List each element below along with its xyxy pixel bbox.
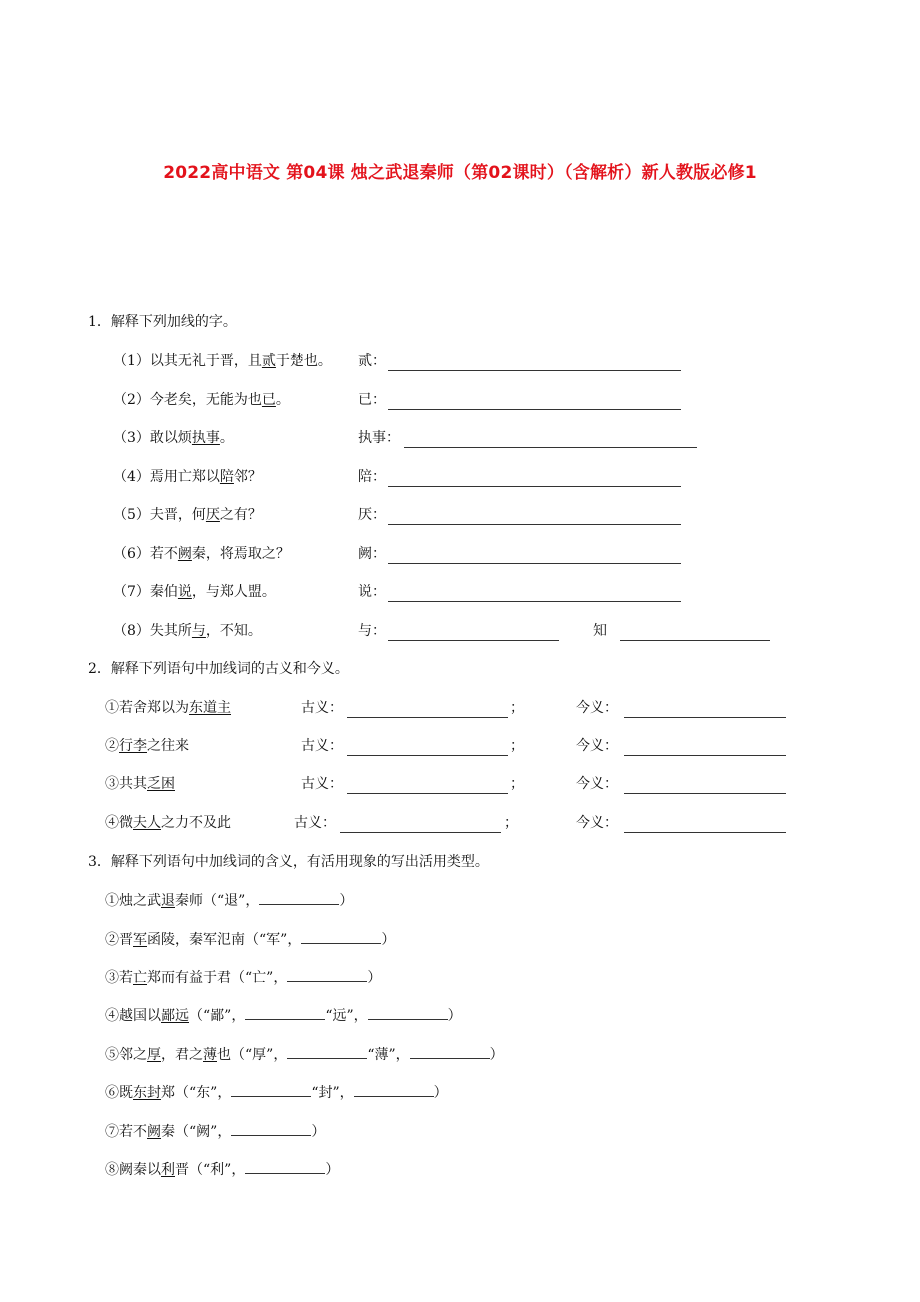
q1-answer-blank[interactable] [388, 639, 559, 641]
q3-answer-blank[interactable] [354, 1083, 434, 1097]
q1-item-pre: 敢以烦 [149, 430, 192, 446]
q3-item-pre: ④越国以 [105, 1008, 161, 1024]
q1-answer-blank[interactable] [388, 600, 681, 602]
q3-item-quote: （“利”， [189, 1162, 246, 1178]
q3-item-pre: ③若 [105, 970, 133, 986]
q2-item-pre: ④微 [105, 815, 133, 831]
q3-answer-blank[interactable] [245, 1006, 325, 1020]
q3-item-mark: 厚 [147, 1047, 161, 1063]
q1-item-mark: 阙 [177, 546, 192, 562]
q3-item-mark: 封 [147, 1085, 161, 1101]
q2-new-label: 今义： [576, 700, 618, 716]
q3-item-post: 秦 [161, 1124, 175, 1140]
q2-old-label: 古义： [301, 700, 343, 716]
q2-heading: 2．解释下列语句中加线词的古义和今义。 [88, 661, 349, 677]
q1-item-num: （6） [113, 546, 150, 562]
q3-answer-blank[interactable] [231, 1083, 311, 1097]
q1-answer-blank[interactable] [388, 408, 681, 410]
q2-old-blank[interactable] [347, 754, 508, 756]
q3-item-pre: ⑧阙秦以 [105, 1162, 161, 1178]
q3-item-pre: ⑥既 [105, 1085, 133, 1101]
q3-item-mark: 薄 [203, 1047, 217, 1063]
q3-item-end: ） [339, 893, 354, 909]
q1-item-post: ，不知。 [205, 623, 262, 639]
q2-sep: ； [504, 815, 518, 831]
q3-item [105, 891, 353, 910]
q3-item-quote: （“退”， [203, 893, 260, 909]
q1-item-pre: 若不 [149, 546, 178, 562]
q2-new-label: 今义： [576, 738, 618, 754]
q1-item-label: 陪： [358, 469, 386, 485]
q1-item-mark: 厌 [205, 507, 220, 523]
q2-old-label: 古义： [301, 776, 343, 792]
q1-item-mark: 已 [261, 392, 276, 408]
q2-sep: ； [510, 776, 524, 792]
q3-item-quote: “薄”， [367, 1047, 410, 1063]
q2-item-mark: 乏困 [147, 776, 175, 792]
q3-answer-blank[interactable] [259, 891, 339, 905]
q1-item-label2: 知 [593, 623, 607, 639]
page-title: 2022高中语文 第04课 烛之武退秦师（第02课时）（含解析）新人教版必修1 [163, 163, 757, 183]
q1-item-post: 邻？ [233, 469, 262, 485]
q3-item-mark: 退 [161, 893, 175, 909]
q1-item-mark: 贰 [261, 353, 276, 369]
q3-item-mark: 远 [175, 1008, 189, 1024]
q3-item-quote: （“厚”， [231, 1047, 288, 1063]
q1-item-post: 之有？ [219, 507, 262, 523]
q2-new-blank[interactable] [624, 754, 786, 756]
q3-item-quote: （“军”， [245, 932, 302, 948]
q3-item-post: 晋 [175, 1162, 189, 1178]
q2-new-blank[interactable] [624, 831, 786, 833]
q3-answer-blank[interactable] [301, 930, 381, 944]
q3-item-end: ） [367, 970, 382, 986]
q3-item-mark: 东 [133, 1085, 147, 1101]
q3-item-quote: “远”， [325, 1008, 368, 1024]
q3-item-mark: 亡 [133, 970, 147, 986]
q3-item-end: ） [447, 1008, 462, 1024]
q1-item-num: （8） [113, 623, 150, 639]
q1-item-label: 阙： [358, 546, 386, 562]
q2-old-blank[interactable] [347, 716, 508, 718]
q1-item-mark: 与 [191, 623, 206, 639]
q1-item-post: 。 [219, 430, 234, 446]
q2-old-blank[interactable] [340, 831, 501, 833]
q2-new-label: 今义： [576, 815, 618, 831]
q3-heading: 3．解释下列语句中加线词的含义，有活用现象的写出活用类型。 [88, 854, 489, 870]
q3-item-quote: （“东”， [175, 1085, 232, 1101]
q1-item-mark: 说 [177, 584, 192, 600]
q1-heading: 1．解释下列加线的字。 [88, 314, 237, 330]
q3-item [105, 1122, 325, 1141]
q2-item-pre: ①若舍郑以为 [105, 700, 189, 716]
q1-item-post: ，与郑人盟。 [191, 584, 276, 600]
q3-item [105, 1045, 504, 1064]
q3-item-end: ） [325, 1162, 340, 1178]
q1-answer-blank[interactable] [620, 639, 770, 641]
q1-item-label: 执事： [358, 430, 400, 446]
q3-item-quote: （“亡”， [231, 970, 288, 986]
q1-item-pre: 焉用亡郑以 [149, 469, 220, 485]
q3-item-post: 郑而有益于君 [147, 970, 231, 986]
q3-item-post: 函陵，秦军氾南 [147, 932, 245, 948]
q1-answer-blank[interactable] [388, 369, 681, 371]
q3-answer-blank[interactable] [245, 1160, 325, 1174]
q1-item-label: 说： [358, 584, 386, 600]
q3-item-end: ） [433, 1085, 448, 1101]
q3-item-quote: （“鄙”， [189, 1008, 246, 1024]
q2-item-pre: ② [105, 738, 119, 754]
q1-answer-blank[interactable] [404, 446, 697, 448]
q1-item-label: 已： [358, 392, 386, 408]
q2-item-mark: 东道主 [189, 700, 231, 716]
q3-answer-blank[interactable] [410, 1045, 490, 1059]
q3-item-end: ） [311, 1124, 326, 1140]
q3-item-post: 郑 [161, 1085, 175, 1101]
q1-item-pre: 今老矣，无能为也 [149, 392, 262, 408]
q1-item-pre: 失其所 [149, 623, 192, 639]
q3-answer-blank[interactable] [287, 968, 367, 982]
q1-answer-blank[interactable] [388, 523, 681, 525]
q2-item-mark: 行李 [119, 738, 147, 754]
q1-answer-blank[interactable] [388, 485, 681, 487]
q1-item-label: 与： [358, 623, 386, 639]
q1-item-num: （7） [113, 584, 150, 600]
q2-item-post: 之力不及此 [161, 815, 231, 831]
q2-sep: ； [510, 738, 524, 754]
q1-item-num: （4） [113, 469, 150, 485]
q3-item-pre: ①烛之武 [105, 893, 161, 909]
q3-item [105, 1160, 339, 1179]
q3-item [105, 1006, 462, 1025]
q2-sep: ； [510, 700, 524, 716]
q1-item-pre: 夫晋，何 [149, 507, 206, 523]
q1-answer-blank[interactable] [388, 562, 681, 564]
q1-item-num: （5） [113, 507, 150, 523]
q2-new-label: 今义： [576, 776, 618, 792]
q3-item [105, 930, 395, 949]
q3-item-mark: 鄙 [161, 1008, 175, 1024]
q1-item-num: （1） [113, 353, 150, 369]
q3-item-pre: ②晋 [105, 932, 133, 948]
q2-old-label: 古义： [294, 815, 336, 831]
q2-old-blank[interactable] [347, 792, 508, 794]
q3-item-pre: ⑦若不 [105, 1124, 147, 1140]
q2-old-label: 古义： [301, 738, 343, 754]
q1-item-post: 于楚也。 [275, 353, 332, 369]
q1-item-num: （2） [113, 392, 150, 408]
q1-item-label: 厌： [358, 507, 386, 523]
q2-item-mark: 夫人 [133, 815, 161, 831]
q3-item-quote: （“阙”， [175, 1124, 232, 1140]
q3-item-mark: 军 [133, 932, 147, 948]
q2-new-blank[interactable] [624, 716, 786, 718]
q3-item [105, 1083, 448, 1102]
q3-answer-blank[interactable] [287, 1045, 367, 1059]
q3-answer-blank[interactable] [368, 1006, 448, 1020]
q2-item-pre: ③共其 [105, 776, 147, 792]
q1-item-label: 贰： [358, 353, 386, 369]
q1-item-pre: 秦伯 [149, 584, 178, 600]
q3-item-mark: 阙 [147, 1124, 161, 1140]
q1-item-pre: 以其无礼于晋，且 [149, 353, 262, 369]
q3-item-mid: ，君之 [161, 1047, 203, 1063]
q1-item-post: 。 [275, 392, 290, 408]
q3-item-quote: “封”， [311, 1085, 354, 1101]
q3-item-post: 也 [217, 1047, 231, 1063]
q3-item-end: ） [489, 1047, 504, 1063]
q1-item-mark: 执事 [191, 430, 220, 446]
q2-new-blank[interactable] [624, 792, 786, 794]
q3-answer-blank[interactable] [231, 1122, 311, 1136]
q1-item-num: （3） [113, 430, 150, 446]
q3-item [105, 968, 381, 987]
q1-item-mark: 陪 [219, 469, 234, 485]
q3-item-pre: ⑤邻之 [105, 1047, 147, 1063]
q3-item-mark: 利 [161, 1162, 175, 1178]
q2-item-post: 之往来 [147, 738, 189, 754]
q3-item-end: ） [381, 932, 396, 948]
q1-item-post: 秦，将焉取之？ [191, 546, 290, 562]
q3-item-post: 秦师 [175, 893, 203, 909]
